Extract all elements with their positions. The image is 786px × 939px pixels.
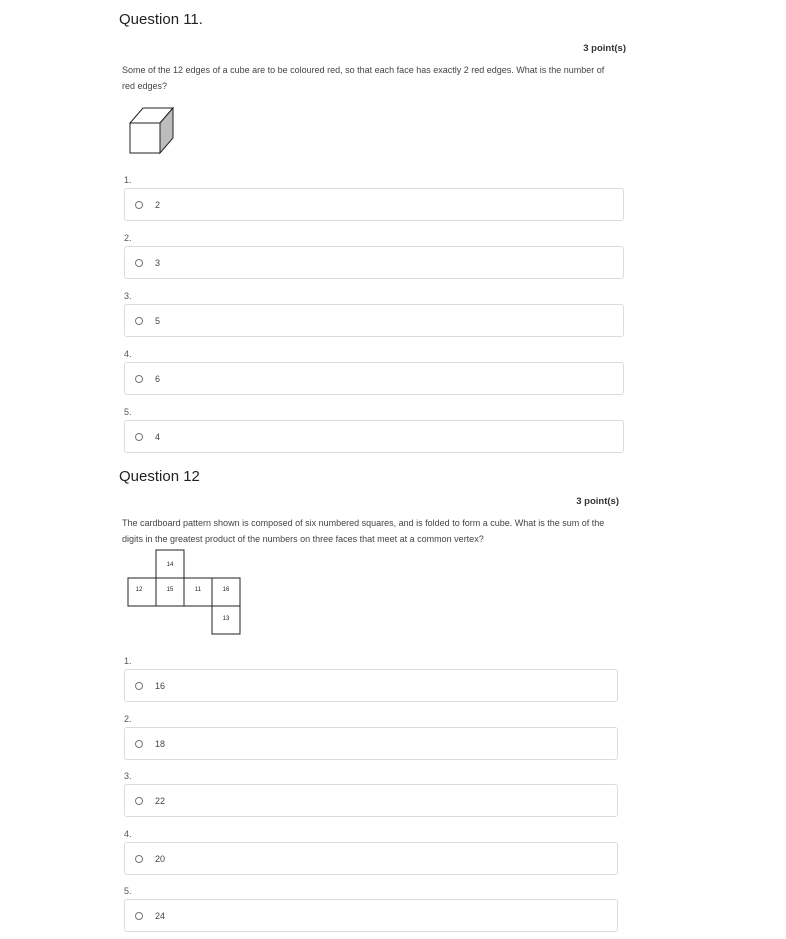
q12-option-3-value: 22 xyxy=(155,796,166,806)
q11-option-5-value: 4 xyxy=(155,432,161,442)
net-label-2: 15 xyxy=(166,587,174,593)
q11-option-2-number: 2. xyxy=(124,233,132,243)
q11-option-4-value: 6 xyxy=(155,374,161,384)
q11-option-3-number: 3. xyxy=(124,291,132,301)
q12-option-2-number: 2. xyxy=(124,714,132,724)
question-12-points: 3 point(s) xyxy=(576,496,619,507)
question-12-title: Question 12 xyxy=(119,468,200,485)
q12-option-1-number: 1. xyxy=(124,656,132,666)
radio-button[interactable] xyxy=(135,433,143,441)
radio-button[interactable] xyxy=(135,855,143,863)
cube-figure xyxy=(127,106,177,158)
q12-option-4[interactable] xyxy=(124,842,618,875)
radio-button[interactable] xyxy=(135,682,143,690)
radio-button[interactable] xyxy=(135,259,143,267)
q11-option-5-number: 5. xyxy=(124,407,132,417)
net-label-top: 14 xyxy=(166,562,174,568)
radio-button[interactable] xyxy=(135,317,143,325)
q12-option-4-number: 4. xyxy=(124,829,132,839)
radio-button[interactable] xyxy=(135,912,143,920)
q12-option-1[interactable] xyxy=(124,669,618,702)
question-11-title: Question 11. xyxy=(119,11,203,28)
q11-option-3-value: 5 xyxy=(155,316,161,326)
question-11-text-line2: red edges? xyxy=(122,80,168,91)
q11-option-1[interactable] xyxy=(124,188,624,221)
radio-button[interactable] xyxy=(135,797,143,805)
q12-option-2-value: 18 xyxy=(155,739,166,749)
question-12-text xyxy=(122,516,604,547)
question-12-text-line2: digits in the greatest product of the numbers on three faces that meet at a common vertex? xyxy=(122,533,484,544)
net-label-4: 16 xyxy=(222,587,230,593)
net-label-1: 12 xyxy=(135,587,143,593)
q11-option-2[interactable] xyxy=(124,246,624,279)
q11-option-4[interactable] xyxy=(124,362,624,395)
q12-option-3[interactable] xyxy=(124,784,618,817)
net-label-bottom: 13 xyxy=(222,616,230,622)
radio-button[interactable] xyxy=(135,201,143,209)
question-11-text-line1: Some of the 12 edges of a cube are to be coloured red, so that each face has exactly 2 red edges. What is the number of xyxy=(122,65,605,75)
q12-option-4-value: 20 xyxy=(155,854,166,864)
q11-option-3[interactable] xyxy=(124,304,624,337)
q12-option-1-value: 16 xyxy=(155,681,166,691)
q12-option-5-number: 5. xyxy=(124,886,132,896)
question-11-points: 3 point(s) xyxy=(583,43,626,54)
q11-option-5[interactable] xyxy=(124,420,624,453)
net-label-3: 11 xyxy=(194,587,202,593)
question-12-text-line1: The cardboard pattern shown is composed of six numbered squares, and is folded to form a cube. What is the sum of the xyxy=(122,518,605,528)
q11-option-1-value: 2 xyxy=(155,200,161,210)
q12-option-5-value: 24 xyxy=(155,911,166,921)
q11-option-1-number: 1. xyxy=(124,175,132,185)
q12-option-5[interactable] xyxy=(124,899,618,932)
q12-option-2[interactable] xyxy=(124,727,618,760)
cube-net-figure xyxy=(127,549,243,639)
radio-button[interactable] xyxy=(135,740,143,748)
question-11-text xyxy=(122,63,604,94)
q11-option-4-number: 4. xyxy=(124,349,132,359)
radio-button[interactable] xyxy=(135,375,143,383)
q12-option-3-number: 3. xyxy=(124,771,132,781)
q11-option-2-value: 3 xyxy=(155,258,161,268)
